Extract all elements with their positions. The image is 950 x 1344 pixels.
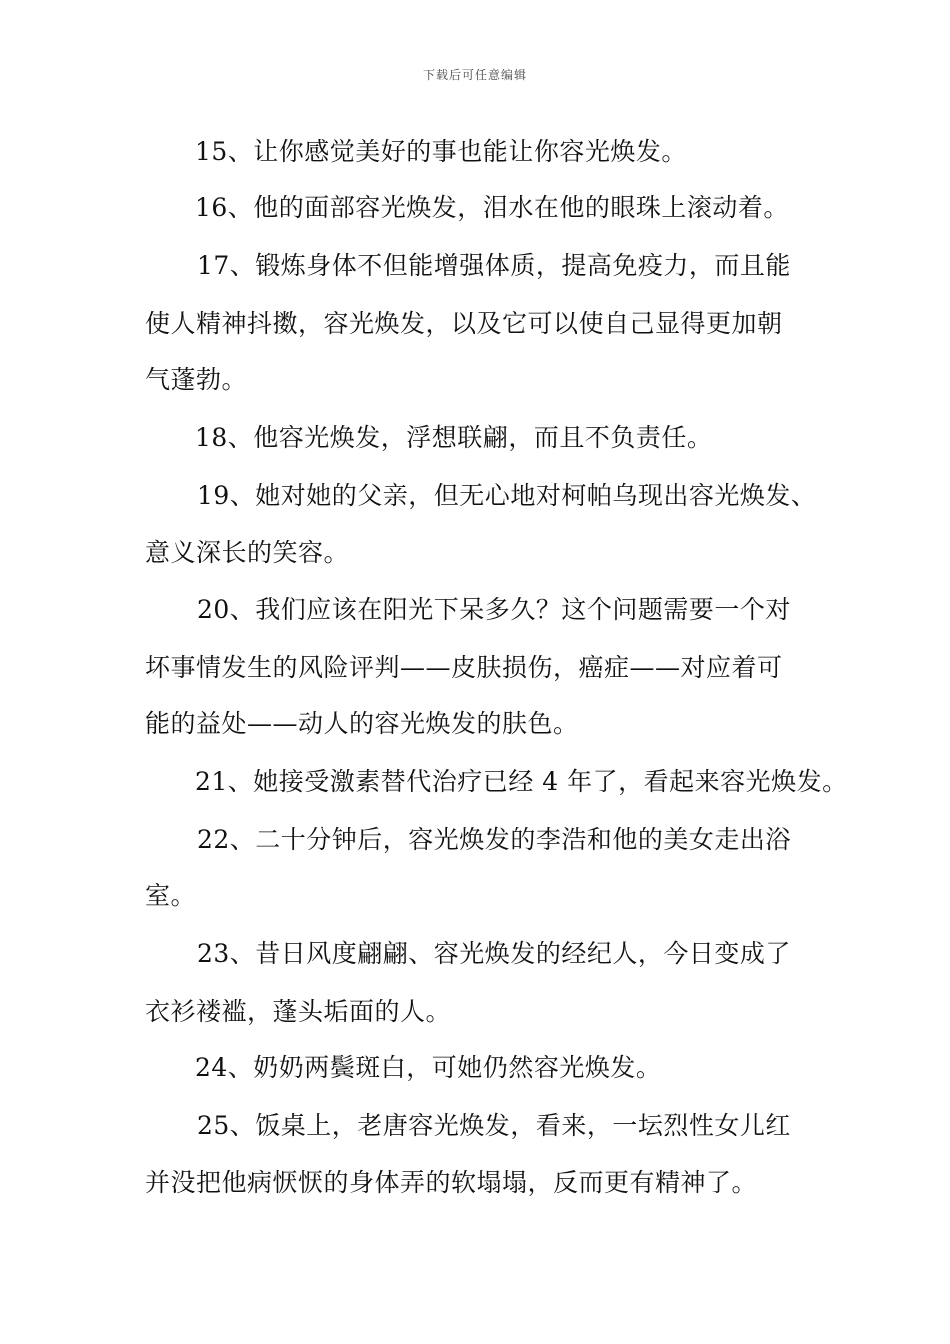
sentence-20-cont: 坏事情发生的风险评判——皮肤损伤，癌症——对应着可 xyxy=(145,653,783,682)
sentence-16: 16、他的面部容光焕发，泪水在他的眼珠上滚动着。 xyxy=(195,193,789,222)
sentence-24: 24、奶奶两鬓斑白，可她仍然容光焕发。 xyxy=(195,1053,662,1082)
sentence-17-cont: 使人精神抖擞，容光焕发，以及它可以使自己显得更加朝 xyxy=(145,309,783,338)
sentence-22-cont: 室。 xyxy=(145,881,197,910)
sentence-15: 15、让你感觉美好的事也能让你容光焕发。 xyxy=(195,137,687,166)
page-header: 下载后可任意编辑 xyxy=(422,68,527,82)
sentence-25-cont: 并没把他病恹恹的身体弄的软塌塌，反而更有精神了。 xyxy=(145,1168,758,1197)
sentence-17-cont: 气蓬勃。 xyxy=(145,365,248,394)
sentence-17: 17、锻炼身体不但能增强体质，提高免疫力，而且能 xyxy=(197,251,791,280)
sentence-18: 18、他容光焕发，浮想联翩，而且不负责任。 xyxy=(195,423,713,452)
sentence-20-cont: 能的益处——动人的容光焕发的肤色。 xyxy=(145,709,579,738)
sentence-22: 22、二十分钟后，容光焕发的李浩和他的美女走出浴 xyxy=(197,825,791,854)
sentence-23: 23、昔日风度翩翩、容光焕发的经纪人，今日变成了 xyxy=(197,939,791,968)
sentence-19: 19、她对她的父亲，但无心地对柯帕乌现出容光焕发、 xyxy=(197,481,817,510)
sentence-25: 25、饭桌上，老唐容光焕发，看来，一坛烈性女儿红 xyxy=(197,1111,791,1140)
sentence-21: 21、她接受激素替代治疗已经 4 年了，看起来容光焕发。 xyxy=(195,767,848,796)
sentence-19-cont: 意义深长的笑容。 xyxy=(145,538,350,567)
sentence-20: 20、我们应该在阳光下呆多久？这个问题需要一个对 xyxy=(197,595,791,624)
sentence-23-cont: 衣衫褛褴，蓬头垢面的人。 xyxy=(145,997,452,1026)
